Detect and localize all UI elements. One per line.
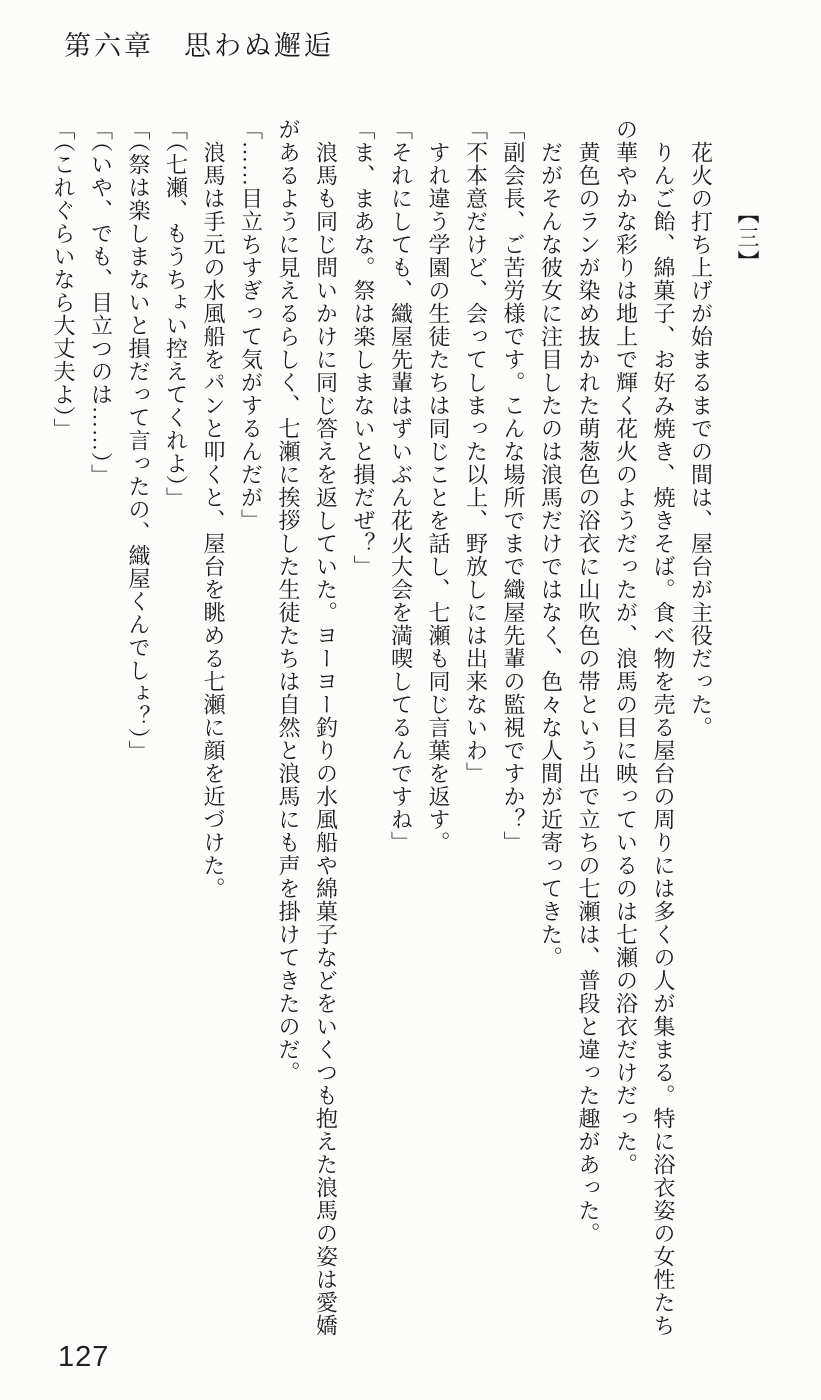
paragraph: 「それにしても、織屋先輩はずいぶん花火大会を満喫してるんですね」 [388, 118, 414, 854]
paragraph: すれ違う学園の生徒たちは同じことを話し、七瀬も同じ言葉を返す。 [426, 141, 451, 854]
paragraph: 「不本意だけど、会ってしまった以上、野放しには出来ないわ」 [463, 118, 489, 785]
paragraph: 「（いや、でも、目立つのは……）」 [88, 118, 114, 487]
paragraph: 「（祭は楽しまないと損だって言ったの、織屋くんでしょ？）」 [126, 118, 151, 763]
chapter-header: 第六章 思わぬ邂逅 [64, 31, 334, 61]
paragraph: 「……目立ちすぎって気がするんだが」 [238, 118, 264, 532]
paragraph: 黄色のランが染め抜かれた萌葱色の浴衣に山吹色の帯という出で立ちの七瀬は、普段と違った趣があった。 [576, 141, 601, 1245]
paragraph: だがそんな彼女に注目したのは浪馬だけではなく、色々な人間が近寄ってきた。 [538, 141, 564, 969]
paragraph: 「ま、まあな。祭は楽しまないと損だぜ？」 [351, 118, 376, 578]
section-marker: 【三】 [735, 202, 760, 274]
paragraph: 浪馬は手元の水風船をパンと叩くと、屋台を眺める七瀬に顔を近づけた。 [201, 141, 226, 900]
paragraph: 「（これぐらいなら大丈夫よ）」 [51, 118, 76, 441]
paragraph: 「副会長、ご苦労様です。こんな場所でまで織屋先輩の監視ですか？」 [501, 118, 526, 854]
paragraph: 花火の打ち上げが始まるまでの間は、屋台が主役だった。 [688, 141, 714, 739]
page-number: 127 [58, 1341, 110, 1373]
paragraph: りんご飴、綿菓子、お好み焼き、焼きそば。食べ物を売る屋台の周りには多くの人が集まる。特に浴衣姿の女性たちの華やかな彩りは地上で輝く花火のようだったが、浪馬の目に映っているのは七瀬の浴衣だけだった。 [613, 118, 676, 1337]
paragraph: 浪馬も同じ問いかけに同じ答えを返していた。ヨーヨー釣りの水風船や綿菓子などをいくつも抱えた浪馬の姿は愛嬌があるように見えるらしく、七瀬に挨拶した生徒たちは自然と浪馬にも声を掛けてきたのだ。 [276, 118, 339, 1337]
body-text [45, 118, 771, 1346]
paragraph: 「（七瀬、もうちょい控えてくれよ）」 [163, 118, 189, 510]
